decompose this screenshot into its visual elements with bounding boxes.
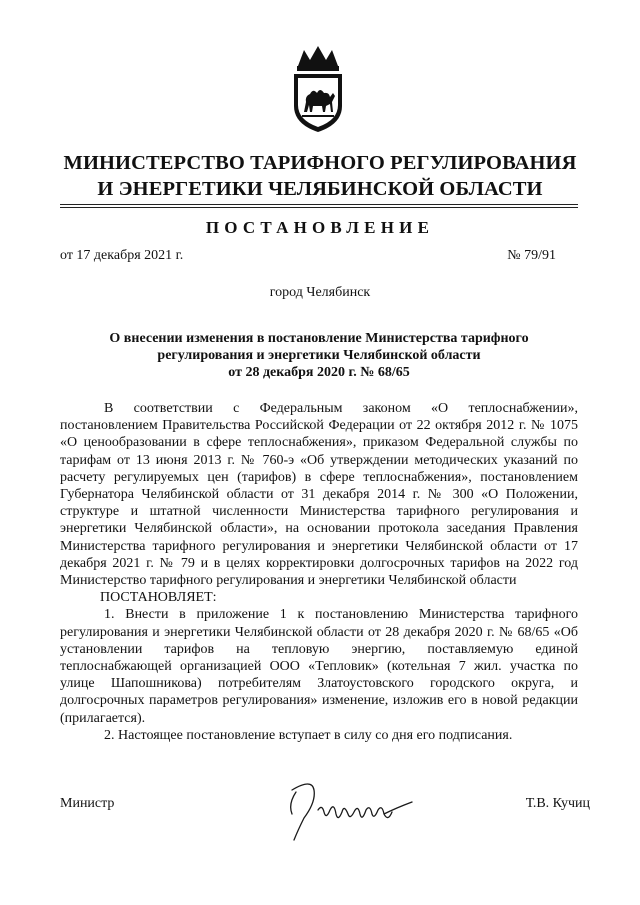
handwritten-signature-icon: [278, 774, 428, 846]
ministry-name: [0, 150, 640, 202]
document-subject: [60, 330, 578, 381]
subject-line3: от 28 декабря 2020 г. № 68/65: [228, 365, 410, 380]
signatory-title: Министр: [60, 796, 115, 811]
header-divider-thin: [60, 207, 578, 208]
document-city: город Челябинск: [269, 285, 371, 300]
document-body: [60, 400, 578, 744]
signatory-name: Т.В. Кучиц: [525, 796, 590, 811]
resolution-item-1: 1. Внести в приложение 1 к постановлению Министерства тарифного регулирования и энергетики Челябинской области от 28 декабря 2020 г. № 68/65 «Об установлении тарифов на тепловую энергию, поставляемую единой теплоснабжающей организацией ООО «Тепловик» (котельная 7 жил. участка по улице Шапошникова) потребителям Златоустовского городского округа, и долгосрочных параметров регулирования» изменение, изложив его в новой редакции (прилагается).: [60, 607, 578, 726]
header-divider-thick: [60, 204, 578, 205]
resolution-item-2: 2. Настоящее постановление вступает в силу со дня его подписания.: [104, 727, 513, 743]
document-date: от 17 декабря 2021 г.: [60, 248, 184, 263]
ministry-name-line1: МИНИСТЕРСТВО ТАРИФНОГО РЕГУЛИРОВАНИЯ: [63, 152, 577, 174]
subject-line1: О внесении изменения в постановление Министерства тарифного: [109, 331, 529, 346]
ministry-name-line2: И ЭНЕРГЕТИКИ ЧЕЛЯБИНСКОЙ ОБЛАСТИ: [97, 178, 543, 200]
document-number: № 79/91: [507, 248, 556, 263]
resolves-heading: ПОСТАНОВЛЯЕТ:: [100, 590, 217, 606]
preamble-paragraph: В соответствии с Федеральным законом «О теплоснабжении», постановлением Правительства Российской Федерации от 22 октября 2012 г. № 1075 «О ценообразовании в сфере теплоснабжения», приказом Федеральной службы по тарифам от 13 июня 2013 г. № 760-э «Об утверждении методических указаний по расчету регулируемых цен (тарифов) в сфере теплоснабжения», постановлением Губернатора Челябинской области от 31 декабря 2014 г. № 300 «О Положении, структуре и штатной численности Министерства тарифного регулирования и энергетики Челябинской области», на основании протокола заседания Правления Министерства тарифного регулирования и энергетики Челябинской области от 17 декабря 2021 г. № 79 и в целях корректировки долгосрочных тарифов на 2022 год Министерство тарифного регулирования и энергетики Челябинской области: [60, 401, 578, 589]
coat-of-arms-icon: [286, 44, 350, 134]
document-type: ПОСТАНОВЛЕНИЕ: [205, 218, 435, 237]
subject-line2: регулирования и энергетики Челябинской области: [157, 348, 481, 363]
